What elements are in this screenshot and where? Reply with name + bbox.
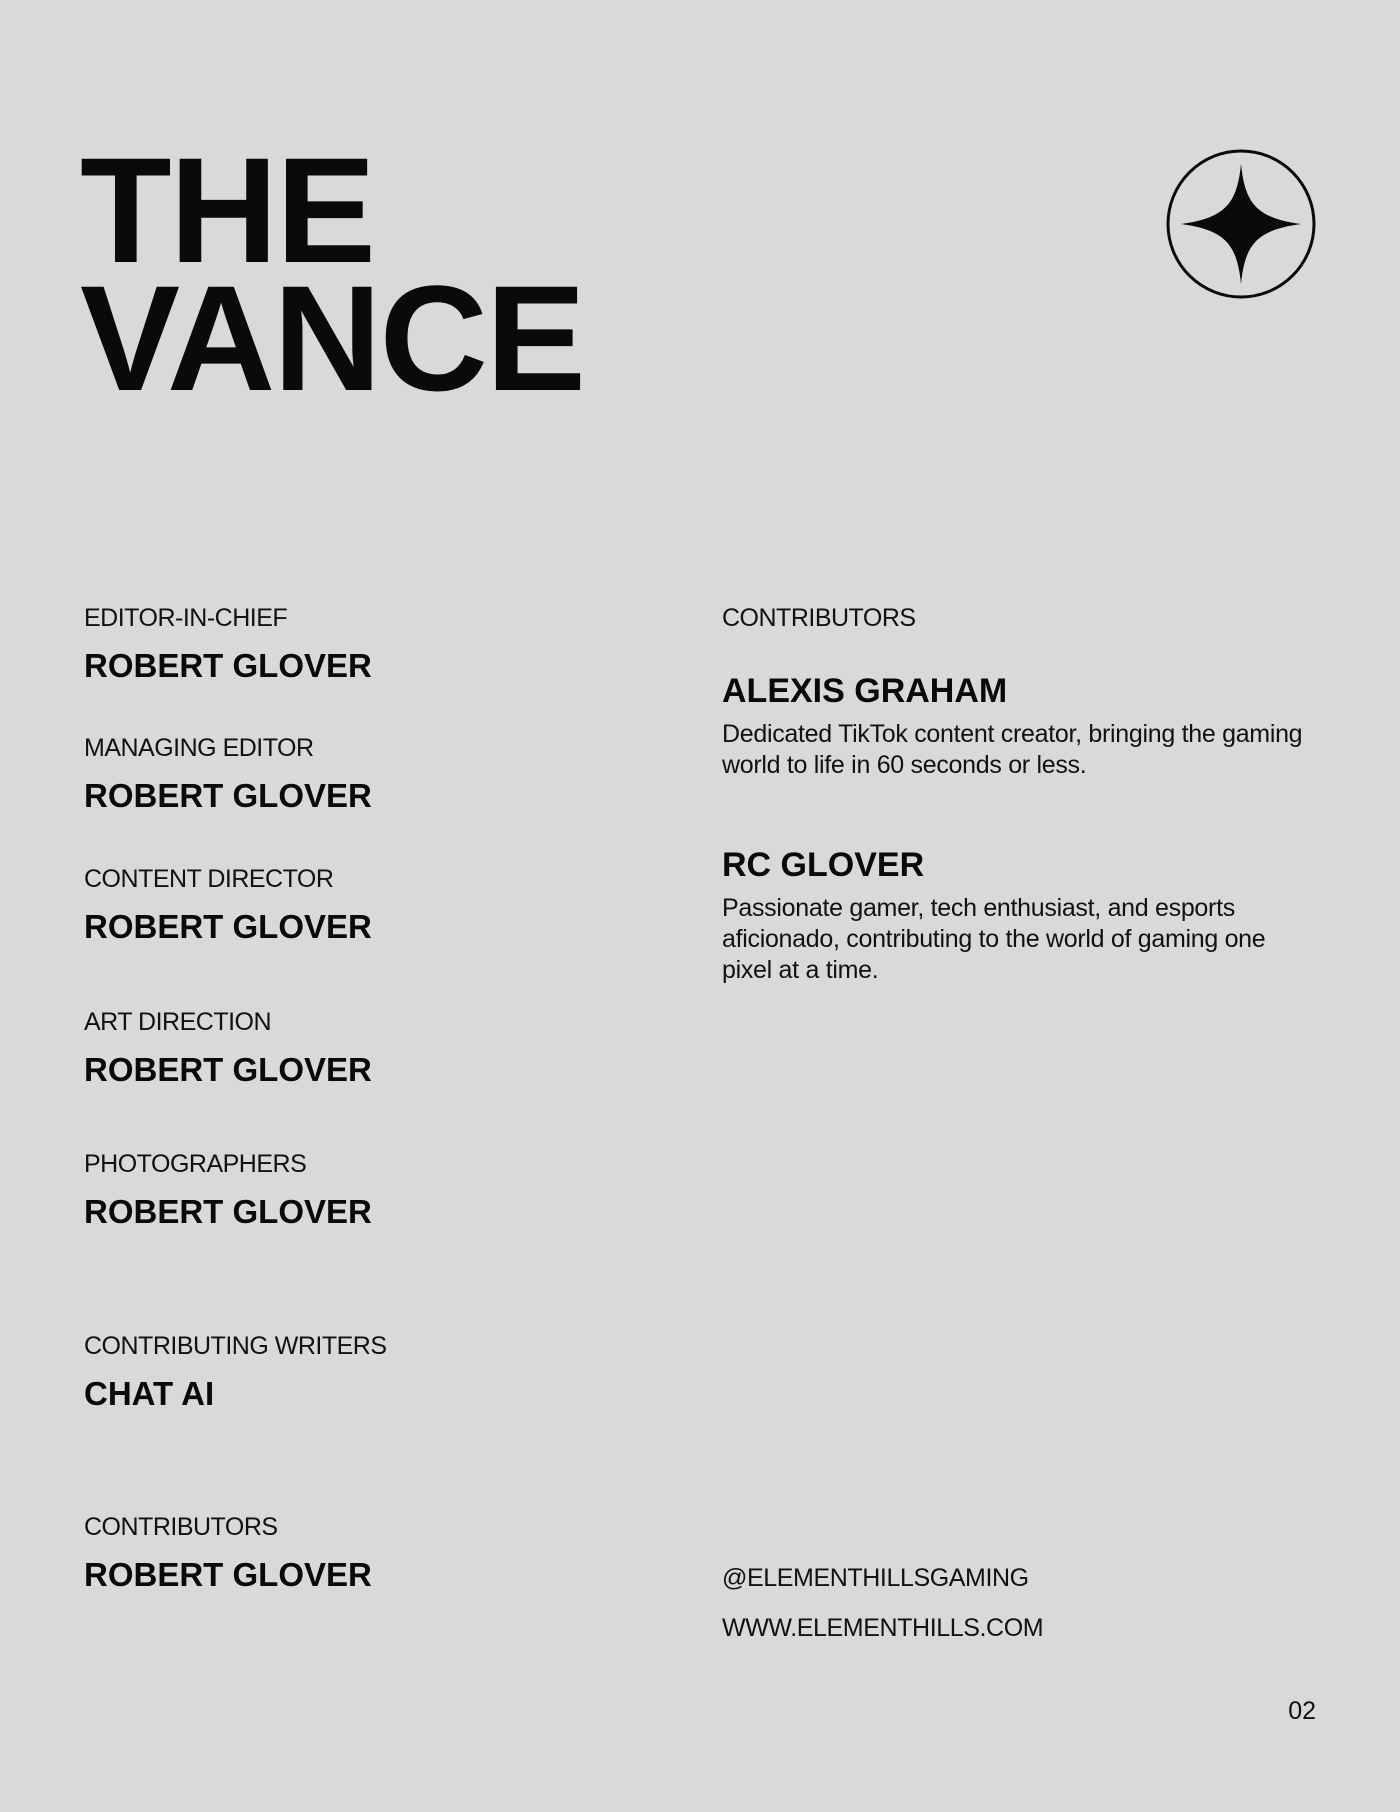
- credit-role: ART DIRECTION: [84, 1008, 272, 1036]
- contributors-heading-block: [722, 603, 1322, 633]
- credit-role: CONTRIBUTORS: [84, 1513, 278, 1541]
- credit-name: ROBERT GLOVER: [84, 908, 372, 945]
- credit-art-direction: [84, 1007, 372, 1090]
- website-link[interactable]: WWW.ELEMENTHILLS.COM: [722, 1614, 1044, 1642]
- credit-content-director: [84, 864, 372, 947]
- credit-name: CHAT AI: [84, 1375, 215, 1412]
- page-number: 02: [1288, 1697, 1316, 1725]
- credit-name: ROBERT GLOVER: [84, 1051, 372, 1088]
- credit-name: ROBERT GLOVER: [84, 647, 372, 684]
- credit-name: ROBERT GLOVER: [84, 1556, 372, 1593]
- credit-contributors: [84, 1512, 372, 1595]
- contributor-bio: Passionate gamer, tech enthusiast, and esports aficionado, contributing to the world of gaming one pixel at a time.: [722, 894, 1266, 984]
- credit-name: ROBERT GLOVER: [84, 1193, 372, 1230]
- credit-role: MANAGING EDITOR: [84, 734, 314, 762]
- contributors-heading: CONTRIBUTORS: [722, 604, 916, 632]
- four-point-star-in-circle-icon: [1165, 148, 1317, 300]
- credit-managing-editor: [84, 733, 372, 816]
- contributor-name: RC GLOVER: [722, 846, 925, 884]
- credit-role: CONTRIBUTING WRITERS: [84, 1332, 387, 1360]
- credit-role: EDITOR-IN-CHIEF: [84, 604, 288, 632]
- credit-contributing-writers: [84, 1331, 387, 1414]
- masthead-line-2: VANCE: [80, 254, 584, 422]
- credit-photographers: [84, 1149, 372, 1232]
- credit-role: PHOTOGRAPHERS: [84, 1150, 307, 1178]
- contributor-rc-glover: [722, 845, 1322, 986]
- credit-name: ROBERT GLOVER: [84, 777, 372, 814]
- contributor-alexis-graham: [722, 671, 1322, 781]
- credit-role: CONTENT DIRECTOR: [84, 865, 334, 893]
- masthead-title: [80, 126, 584, 422]
- social-handle: @ELEMENTHILLSGAMING: [722, 1564, 1029, 1592]
- contributor-bio: Dedicated TikTok content creator, bringing the gaming world to life in 60 seconds or less.: [722, 720, 1303, 779]
- credit-editor-in-chief: [84, 603, 372, 686]
- masthead-line-1: THE: [80, 126, 374, 294]
- contributor-name: ALEXIS GRAHAM: [722, 672, 1008, 710]
